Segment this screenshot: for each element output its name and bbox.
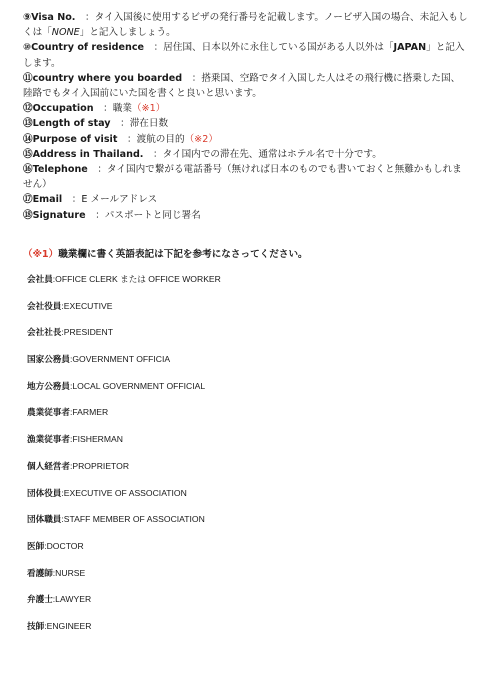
field-code: JAPAN	[393, 42, 427, 54]
occupation-item	[27, 299, 467, 326]
occupation-en: :FARMER	[69, 407, 109, 418]
occupation-jp: 団体職員	[27, 515, 62, 526]
field-label: ⑩Country of residence	[23, 42, 145, 54]
field-label: ⑮Address in Thailand.	[23, 148, 144, 160]
note-mark: （※1）	[23, 249, 59, 260]
occupation-en: :ENGINEER	[44, 620, 92, 631]
field-desc: ：タイ国内で繋がる電話番号（無ければ日本のものでも書いておくと無難かもしれません）	[23, 164, 462, 191]
occupation-jp: 技師	[27, 621, 45, 632]
occupation-en: :OFFICE CLERK または OFFICE WORKER	[52, 274, 221, 284]
occupation-en: :DOCTOR	[44, 540, 84, 551]
field-desc: ：居住国、日本以外に永住している国がある人以外は「	[144, 42, 394, 54]
field-label: ⑰Email	[23, 194, 63, 206]
field-desc: ：タイ入国後に使用するビザの発行番号を記載します。ノービザ入国の場合、未記入もしくは「	[23, 12, 468, 39]
field-purpose-of-visit	[23, 132, 469, 147]
field-telephone	[23, 162, 469, 192]
field-label: ⑨Visa No.	[23, 12, 76, 23]
occupation-en: :FISHERMAN	[69, 434, 123, 445]
occupation-jp: 会社役員	[27, 301, 62, 312]
occupation-jp: 個人経営者	[27, 461, 70, 472]
field-visa-no	[23, 10, 469, 40]
field-label: ⑱Signature	[23, 209, 86, 221]
occupation-item	[27, 432, 467, 459]
occupation-item	[27, 566, 467, 593]
occupation-en: :PRESIDENT	[61, 327, 113, 338]
field-note-ref: （※2）	[184, 133, 218, 145]
field-signature	[23, 208, 469, 223]
occupation-item	[27, 539, 467, 566]
occupation-item	[27, 592, 467, 619]
field-desc: ：滞在日数	[110, 118, 169, 130]
field-address-thailand	[23, 147, 469, 162]
occupation-jp: 弁護士	[27, 595, 53, 606]
occupation-en: :NURSE	[52, 567, 86, 578]
occupation-en: :EXECUTIVE OF ASSOCIATION	[61, 487, 187, 498]
field-desc-tail: 」と記入しましょう。	[79, 27, 176, 39]
occupation-item	[27, 379, 467, 406]
occupation-jp: 会社員	[27, 275, 53, 285]
field-note-ref: （※1）	[131, 103, 166, 115]
occupation-jp: 医師	[27, 541, 45, 552]
occupation-item	[27, 619, 467, 646]
occupation-jp: 国家公務員	[27, 355, 70, 366]
occupation-jp: 会社社長	[27, 328, 62, 339]
occupation-item	[27, 512, 467, 539]
occupation-item	[27, 272, 467, 299]
field-desc: ：職業	[93, 103, 132, 115]
occupation-note-heading	[23, 248, 469, 262]
field-desc: ：タイ国内での滞在先、通常はホテル名で十分です。	[143, 148, 382, 160]
field-label: ⑭Purpose of visit	[23, 133, 118, 145]
field-country-boarded	[23, 71, 469, 101]
occupation-jp: 漁業従事者	[27, 435, 70, 446]
occupation-en: :LOCAL GOVERNMENT OFFICIAL	[69, 380, 206, 391]
occupation-item	[27, 352, 467, 379]
field-label: ⑪country where you boarded	[23, 72, 183, 84]
field-label: ⑬Length of stay	[23, 118, 111, 130]
field-desc: ：E メールアドレス	[62, 194, 158, 206]
field-country-of-residence	[23, 40, 469, 70]
occupation-jp: 看護師	[27, 568, 53, 579]
occupation-item	[27, 405, 467, 432]
occupation-item	[27, 459, 467, 486]
note-heading-text: 職業欄に書く英語表記は下記を参考になさってください。	[58, 249, 308, 260]
field-desc: ：搭乗国、空路でタイ入国した人はその飛行機に搭乗した国、陸路でもタイ入国前にいた国を書くと良いと思います。	[23, 72, 461, 100]
occupation-en: :STAFF MEMBER OF ASSOCIATION	[61, 514, 205, 525]
field-email	[23, 192, 469, 207]
field-desc-tail: 」と記入します。	[23, 42, 465, 69]
occupation-item	[27, 486, 467, 513]
occupation-en: :PROPRIETOR	[69, 460, 130, 471]
occupation-list	[27, 272, 467, 646]
field-occupation	[23, 101, 469, 116]
field-desc: ：パスポートと同じ署名	[85, 209, 201, 221]
occupation-jp: 農業従事者	[27, 408, 70, 419]
occupation-item	[27, 325, 467, 352]
occupation-jp: 地方公務員	[27, 381, 70, 392]
field-label: ⑫Occupation	[23, 103, 94, 115]
field-code: NONE	[51, 27, 80, 39]
occupation-en: :EXECUTIVE	[61, 300, 113, 311]
occupation-en: :LAWYER	[52, 594, 92, 605]
field-label: ⑯Telephone	[23, 164, 88, 176]
occupation-en: :GOVERNMENT OFFICIA	[69, 354, 171, 365]
field-list	[23, 10, 469, 223]
field-length-of-stay	[23, 116, 469, 131]
field-desc: ：渡航の目的	[117, 133, 185, 145]
occupation-jp: 団体役員	[27, 488, 62, 499]
